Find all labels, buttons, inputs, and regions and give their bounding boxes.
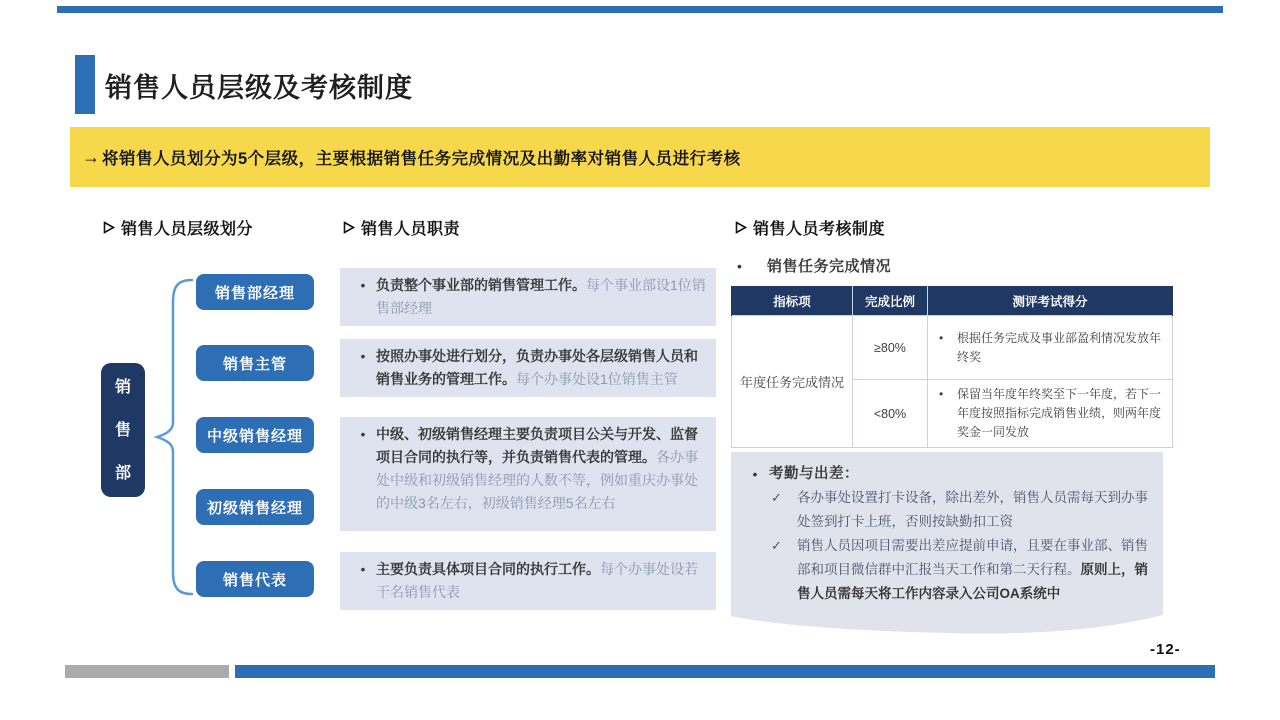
attendance-text-regular: 销售人员因项目需要出差应提前申请，且要在事业部、销售部和项目微信群中汇报当天工作和第二天行程。 [797, 538, 1148, 577]
attendance-text-bold: 原则上，销售人员需每天将工作内容录入公司OA系统中 [797, 562, 1148, 601]
bullet-icon: • [360, 277, 366, 293]
assessment-sub-bullet [737, 255, 891, 276]
bullet-icon: • [752, 466, 758, 482]
section-header-hierarchy [103, 216, 253, 239]
bottom-rule-gray [65, 665, 229, 678]
attendance-item-text [797, 534, 1149, 606]
bullet-icon: • [360, 426, 366, 442]
duty-text-bold: 按照办事处进行划分，负责办事处各层级销售人员和销售业务的管理工作。 [376, 348, 698, 387]
column-header: 指标项 [732, 287, 853, 316]
attendance-item [771, 534, 1149, 606]
result-text: 根据任务完成及事业部盈利情况发放年终奖 [957, 330, 1162, 364]
duty-item [340, 268, 716, 326]
org-level-label: 销售部经理 [214, 284, 295, 302]
attendance-heading-row [741, 462, 1149, 486]
arrowhead-icon [343, 221, 355, 234]
section-header-label: 销售人员层级划分 [121, 221, 254, 238]
brace-connector [148, 276, 200, 598]
checkmark-icon: ✓ [771, 490, 782, 505]
duty-item [340, 552, 716, 610]
org-level-node [196, 561, 314, 597]
org-level-node [196, 274, 314, 310]
checkmark-icon: ✓ [771, 538, 782, 553]
page-number: -12- [1150, 641, 1181, 658]
arrowhead-icon [103, 221, 115, 234]
duty-text-bold: 中级、初级销售经理主要负责项目公关与开发、监督项目合同的执行等，并负责销售代表的管理。 [376, 426, 698, 465]
table-cell-indicator: 年度任务完成情况 [732, 316, 853, 448]
duty-item [340, 339, 716, 397]
section-header-assessment [735, 216, 885, 239]
key-message-text: 将销售人员划分为5个层级，主要根据销售任务完成情况及出勤率对销售人员进行考核 [102, 150, 741, 168]
attendance-text-regular: 各办事处设置打卡设备，除出差外，销售人员需每天到办事处签到打卡上班，否则按缺勤扣工资 [797, 490, 1148, 529]
org-level-node [196, 417, 314, 453]
duty-text [376, 274, 706, 320]
column-header: 完成比例 [853, 287, 928, 316]
duty-text-rest: 各办事处中级和初级销售经理的人数不等，例如重庆办事处的中级3名左右，初级销售经理5名左右 [376, 449, 698, 511]
duty-text-bold: 负责整个事业部的销售管理工作。 [376, 277, 586, 293]
org-level-label: 初级销售经理 [206, 499, 303, 517]
bottom-rule-blue [235, 665, 1215, 678]
bullet-icon: • [737, 257, 742, 274]
arrowhead-icon [735, 221, 747, 234]
bullet-icon: • [360, 561, 366, 577]
duty-text-rest: 每个办事处设若干名销售代表 [376, 561, 698, 600]
duty-text-rest: 每个事业部设1位销售部经理 [376, 277, 706, 316]
org-level-label: 销售主管 [222, 355, 287, 373]
bullet-icon: • [939, 330, 944, 345]
arrow-icon: → [82, 146, 100, 167]
key-message-banner [70, 127, 1210, 187]
attendance-heading: 考勤与出差： [769, 466, 859, 482]
duty-item [340, 417, 716, 531]
org-root-label: 销售部 [114, 378, 131, 482]
attendance-panel [731, 452, 1163, 612]
duty-text-rest: 每个办事处设1位销售主管 [516, 371, 678, 387]
duty-text-bold: 主要负责具体项目合同的执行工作。 [376, 561, 600, 577]
table-cell-result [928, 380, 1173, 448]
table-cell-result [928, 316, 1173, 380]
section-header-label: 销售人员考核制度 [753, 221, 886, 238]
attendance-panel-wave-edge [731, 612, 1163, 638]
org-level-label: 中级销售经理 [206, 427, 303, 445]
org-level-node [196, 345, 314, 381]
attendance-item [771, 486, 1149, 534]
page-title: 销售人员层级及考核制度 [105, 73, 413, 103]
bullet-icon: • [360, 348, 366, 364]
duty-text [376, 558, 706, 604]
title-accent-bar [75, 55, 95, 114]
org-root-node [101, 363, 145, 497]
assessment-table-head [732, 287, 1173, 316]
duty-text [376, 423, 706, 525]
table-cell-ratio: <80% [853, 380, 928, 448]
section-header-label: 销售人员职责 [361, 221, 461, 238]
section-header-duties [343, 216, 460, 239]
org-level-label: 销售代表 [222, 571, 287, 589]
assessment-sub-label: 销售任务完成情况 [767, 258, 892, 275]
result-text: 保留当年度年终奖至下一年度，若下一年度按照指标完成销售业绩，则两年度奖金一同发放 [957, 387, 1162, 439]
assessment-table [731, 286, 1173, 448]
bullet-icon: • [939, 387, 944, 401]
top-accent-rule [57, 6, 1223, 13]
table-row [732, 316, 1173, 380]
duty-text [376, 345, 706, 391]
attendance-item-text [797, 486, 1149, 534]
column-header: 测评考试得分 [928, 287, 1173, 316]
org-level-node [196, 489, 314, 525]
table-cell-ratio: ≥80% [853, 316, 928, 380]
